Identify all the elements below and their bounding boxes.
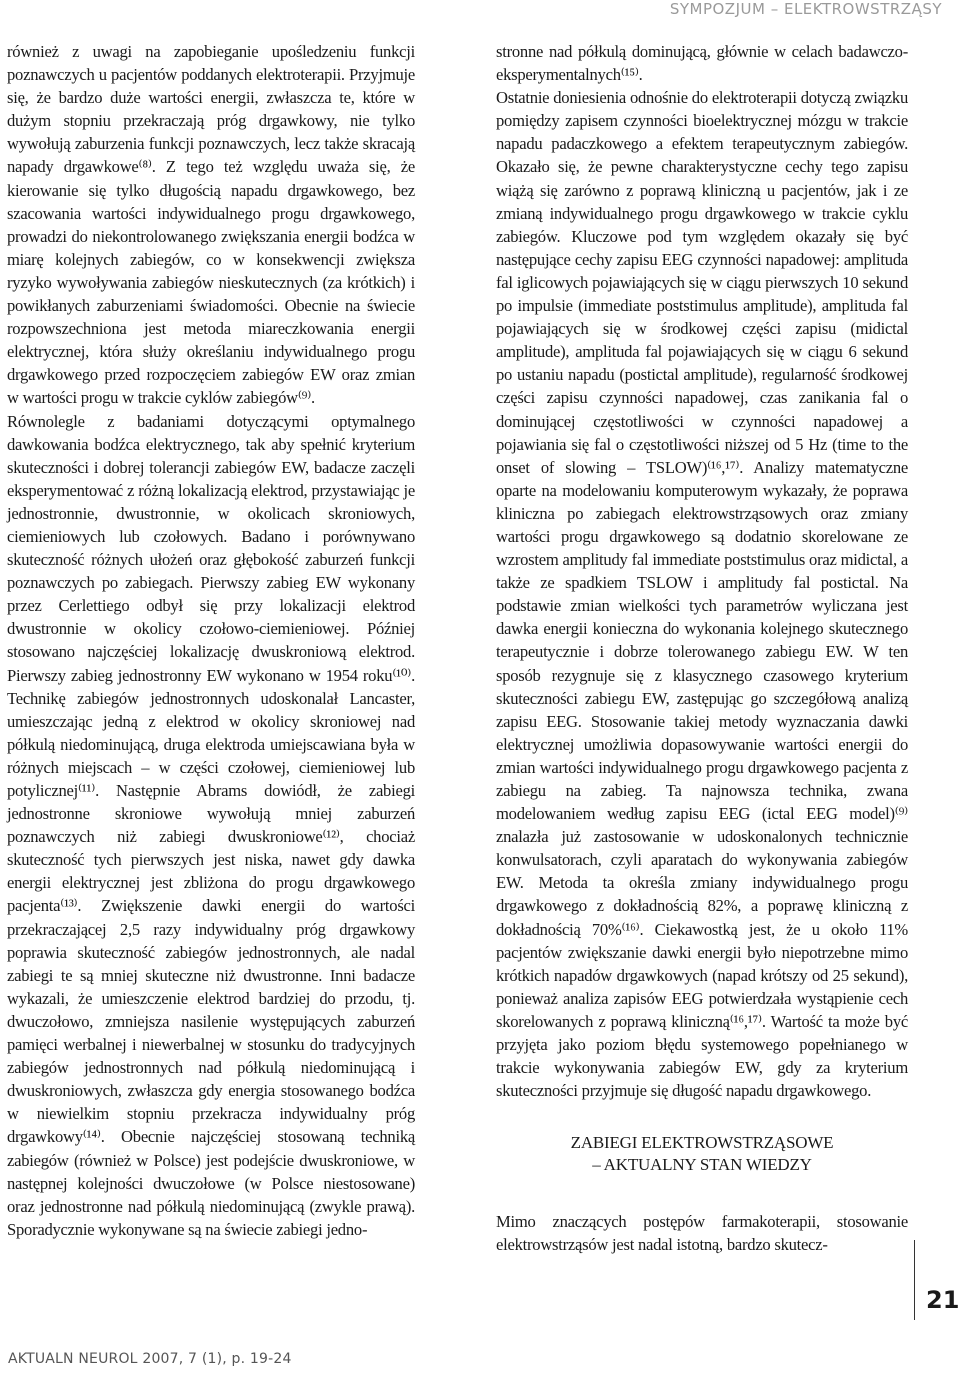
paragraph: również z uwagi na zapobieganie upośledzeniu funkcji poznawczych u pacjentów poddanych elektroterapii. Przyjmuje się, że bardzo duże wartości energii, zwłaszcza te, które w dużym stopniu przekraczają próg drgawkowy, nie tylko wywołują zaburzenia funkcji poznawczych, lecz także skracają napady drgawkowe⁽⁸⁾. Z tego też względu uważa się, że kierowanie się tylko długością napadu drgawkowego, bez szacowania wartości indywidualnego progu drgawkowego, prowadzi do niekontrolowanego zwiększania energii bodźca w miarę kolejnych zabiegów, co w konsekwencji zwiększa ryzyko wywoływania zabiegów nieskutecznych (za krótkich) i powikłanych zaburzeniami świadomości. Obecnie na świecie rozpowszechniona jest metoda miareczkowania energii elektrycznej, która służy określaniu indywidualnego progu drgawkowego przed rozpoczęciem zabiegów EW oraz zmian w wartości progu w trakcie cyklów zabiegów⁽⁹⁾. [7, 42, 415, 408]
paragraph: Mimo znaczących postępów farmakoterapii, stosowanie elektrowstrząsów jest nadal istotną, bardzo skutecz- [496, 1212, 908, 1255]
section-heading-line: ZABIEGI ELEKTROWSTRZĄSOWE [570, 1133, 834, 1153]
paragraph: stronne nad półkulą dominującą, głównie w celach badawczo-eksperymentalnych⁽¹⁵⁾. [496, 42, 908, 85]
section-heading-line: – AKTUALNY STAN WIEDZY [592, 1155, 812, 1175]
page-number-divider [914, 1240, 915, 1320]
right-text-column [496, 40, 908, 1257]
page-number: 21 [926, 1286, 960, 1314]
paragraph: Ostatnie doniesienia odnośnie do elektroterapii dotyczą związku pomiędzy zapisem czynności bioelektrycznej mózgu w trakcie napadu padaczkowego a efektem terapeutycznym zabiegów. Okazało się, że pewne charakterystyczne cechy tego zapisu wiążą się zarówno z poprawą kliniczną u pacjentów, jak i ze zmianą indywidualnego progu drgawkowego w trakcie cyklu zabiegów. Kluczowe pod tym względem okazały się być następujące cechy zapisu EEG czynności napadowej: amplituda fal iglicowych pojawiających się w ciągu pierwszych 10 sekund po impulsie (immediate poststimulus amplitude), amplituda fal pojawiających się w środkowej części zapisu (midictal amplitude), amplituda fal pojawiających się w ciągu 6 sekund po ustaniu napadu (postictal amplitude), regularność środkowej części zapisu czynności napadowej, czas zanikania fal o dominującej częstotliwości w czynności napadowej a pojawiania się fal o częstotliwości niższej od 5 Hz (time to the onset of slowing – TSLOW)⁽¹⁶,¹⁷⁾. Analizy matematyczne oparte na modelowaniu komputerowym wykazały, że poprawa kliniczna po zabiegach elektrowstrząsowych oraz zmiany wartości progu drgawkowego są dodatnio skorelowane ze wzrostem amplitudy fal immediate poststimulus oraz midictal, a także ze spadkiem TSLOW i amplitudy fal postictal. Na podstawie zmian wielkości tych parametrów wyliczana jest dawka energii konieczna do wykonania kolejnego skutecznego terapeutycznie i dobrze tolerowanego zabiegu EW. W ten sposób rezygnuje się z klasycznego czasowego kryterium skuteczności zabiegu EW, zastępując go szczegółową analizą zapisu EEG. Stosowanie takiej metody wyznaczania dawki elektrycznej umożliwia dopasowywanie wartości energii do zmian wartości indywidualnego progu drgawkowego pacjenta z zabiegu na zabieg. Ta najnowsza technika, zwana modelowaniem według zapisu EEG (ictal EEG model)⁽⁹⁾ znalazła już zastosowanie w udoskonalonych technicznie konwulsatorach, czyli aparatach do wykonywania zabiegów EW. Metoda ta określa zmiany indywidualnego progu drgawkowego z dokładnością 82%, a poprawę kliniczną z dokładnością 70%⁽¹⁶⁾. Ciekawostką jest, że u około 11% pacjentów zwiększanie dawki energii było niepotrzebne mimo krótkich napadów drgawkowych (napad krótszy od 25 sekund), ponieważ analiza zapisów EEG potwierdzała wystąpienie cech skorelowanych z poprawą kliniczną⁽¹⁶,¹⁷⁾. Wartość ta może być przyjęta jako poziom błędu systemowego popełnianego w trakcie wykonywania zabiegów EW, gdy za kryterium skuteczności przyjmuje się długość napadu drgawkowego. [496, 88, 908, 1101]
left-text-column [7, 40, 415, 1241]
paragraph: Równolegle z badaniami dotyczącymi optymalnego dawkowania bodźca elektrycznego, tak aby spełnić kryterium skuteczności i dobrej tolerancji zabiegów EW, badacze zaczęli eksperymentować z różną lokalizacją elektrod, przystawiając je jednostronnie, dwustronnie, w okolicach skroniowych, ciemieniowych lub czołowych. Badano i porównywano skuteczność różnych ułożeń oraz głębokość zaburzeń funkcji poznawczych po zabiegach. Pierwszy zabieg EW wykonany przez Cerlettiego odbył się przy lokalizacji elektrod dwustronnie w okolicy czołowo-ciemieniowej. Później stosowano najczęściej lokalizację dwuskroniową elektrod. Pierwszy zabieg jednostronny EW wykonano w 1954 roku⁽¹⁰⁾. Technikę zabiegów jednostronnych udoskonalał Lancaster, umieszczając jedną z elektrod w okolicy skroniowej nad półkulą niedominującą, druga elektroda umiejscawiana była w różnych miejscach – w części czołowej, ciemieniowej lub potylicznej⁽¹¹⁾. Następnie Abrams dowiódł, że zabiegi jednostronne skroniowe wywołują mniej zaburzeń poznawczych niż zabiegi dwuskroniowe⁽¹²⁾, chociaż skuteczność tych pierwszych jest niska, nawet gdy dawka energii elektrycznej jest zbliżona do progu drgawkowego pacjenta⁽¹³⁾. Zwiększenie dawki energii do wartości przekraczającej 2,5 razy indywidualny próg drgawkowy poprawia skuteczność zabiegów jednostronnych, ale nadal zabiegi te są mniej skuteczne niż dwustronne. Inni badacze wykazali, że umieszczenie elektrod bardziej do przodu, tj. dwuczołowo, zmniejsza nasilenie występujących zaburzeń pamięci werbalnej i niewerbalnej w stosunku do tradycyjnych zabiegów jednostronnych nad półkulą niedominującą i dwuskroniowych, zwłaszcza gdy energia stosowanego bodźca w niewielkim stopniu przekracza indywidualny próg drgawkowy⁽¹⁴⁾. Obecnie najczęściej stosowaną techniką zabiegów (również w Polsce) jest podejście dwuskroniowe, w następnej kolejności dwuczołowe (w Polsce niestosowane) oraz jednostronne nad półkulą niedominującą (zwykle prawą). Sporadycznie wykonywane są na świecie zabiegi jedno- [7, 411, 415, 1239]
running-header: SYMPOZJUM – ELEKTROWSTRZĄSY [669, 0, 942, 18]
section-heading [496, 1132, 908, 1176]
footer-citation: AKTUALN NEUROL 2007, 7 (1), p. 19-24 [8, 1351, 292, 1367]
